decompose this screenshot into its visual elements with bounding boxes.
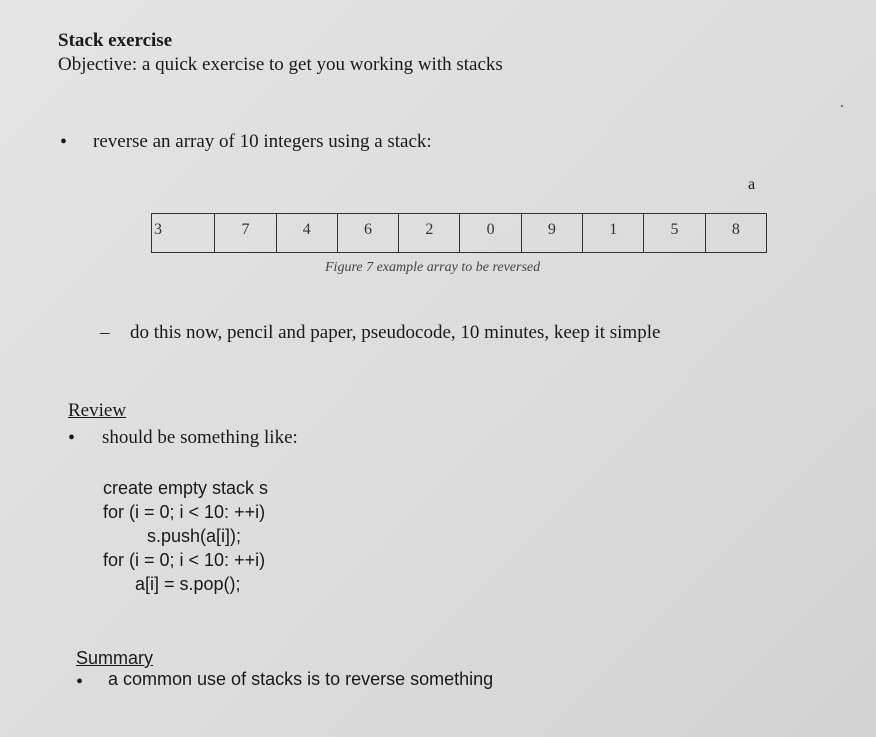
- page-title: Stack exercise: [58, 30, 173, 51]
- array-diagram: [151, 213, 767, 253]
- array-cell: 4: [277, 214, 338, 252]
- code-line: for (i = 0; i < 10: ++i): [103, 550, 266, 570]
- array-cell: 3: [152, 214, 215, 252]
- review-heading: Review: [68, 400, 127, 421]
- array-cell: 2: [399, 214, 460, 252]
- bullet-marker: •: [60, 131, 68, 153]
- bullet-marker: •: [76, 671, 84, 693]
- task-text: reverse an array of 10 integers using a stack:: [93, 131, 432, 152]
- array-cell: 8: [731, 221, 740, 238]
- review-text: should be something like:: [102, 427, 298, 448]
- pseudocode-block: [103, 476, 268, 596]
- array-cell: 6: [338, 214, 399, 252]
- bullet-marker: •: [68, 427, 76, 449]
- summary-heading: Summary: [76, 648, 154, 668]
- dash-marker: –: [100, 322, 110, 343]
- code-line: for (i = 0; i < 10: ++i): [103, 502, 266, 522]
- array-cell: 7: [215, 214, 276, 252]
- code-line: a[i] = s.pop();: [135, 574, 241, 594]
- array-cell: 1: [583, 214, 644, 252]
- instruction-text: do this now, pencil and paper, pseudocode, 10 minutes, keep it simple: [130, 322, 661, 343]
- figure-caption: Figure 7 example array to be reversed: [325, 260, 541, 275]
- array-name-label: a: [748, 176, 756, 193]
- array-cell: 5: [644, 214, 705, 252]
- code-line: s.push(a[i]);: [147, 526, 242, 546]
- paper-speck: [841, 105, 843, 107]
- code-line: create empty stack s: [103, 478, 269, 498]
- array-cell: 9: [522, 214, 583, 252]
- array-cell: 0: [460, 214, 521, 252]
- objective-text: Objective: a quick exercise to get you working with stacks: [58, 54, 503, 75]
- summary-text: a common use of stacks is to reverse something: [108, 669, 494, 689]
